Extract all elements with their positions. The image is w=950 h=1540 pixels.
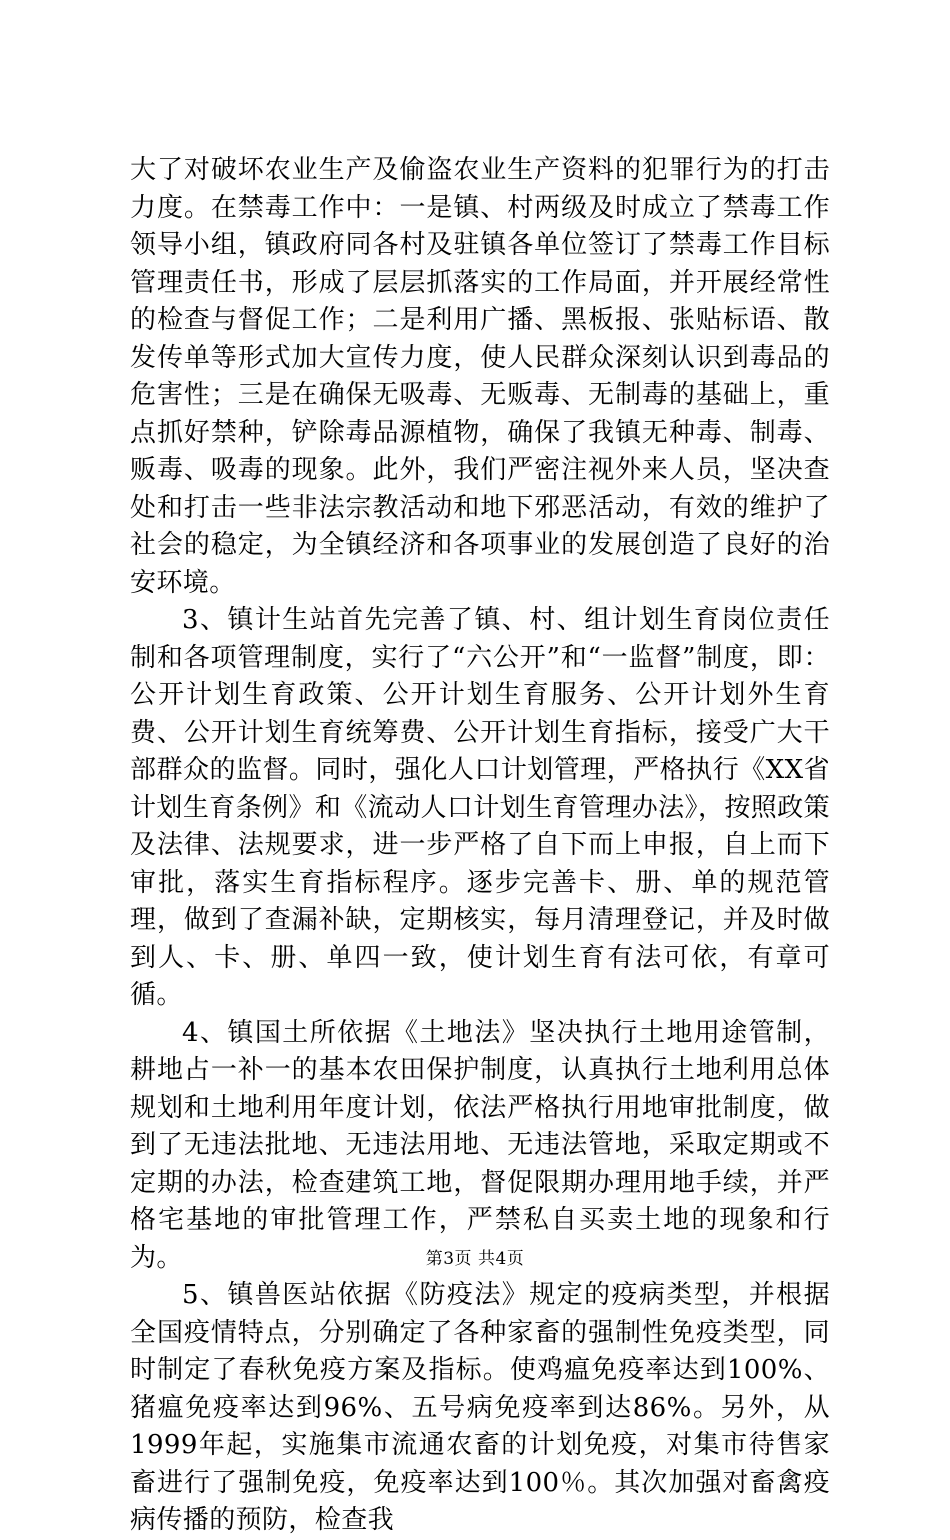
paragraph-land-management: 4、镇国土所依据《土地法》坚决执行土地用途管制，耕地占一补一的基本农田保护制度，认真执行土地利用总体规划和土地利用年度计划，依法严格执行用地审批制度，做到了无违法批地、无违法用地、无违法管地，采取定期或不定期的办法，检查建筑工地，督促限期办理用地手续，并严格宅基地的审批管理工作，严禁私自买卖土地的现象和行为。 [130, 1017, 830, 1273]
paragraph-continued: 大了对破坏农业生产及偷盗农业生产资料的犯罪行为的打击力度。在禁毒工作中：一是镇、村两级及时成立了禁毒工作领导小组，镇政府同各村及驻镇各单位签订了禁毒工作目标管理责任书，形成了层层抓落实的工作局面，并开展经常性的检查与督促工作；二是利用广播、黑板报、张贴标语、散发传单等形式加大宣传力度，使人民群众深刻认识到毒品的危害性；三是在确保无吸毒、无贩毒、无制毒的基础上，重点抓好禁种，铲除毒品源植物，确保了我镇无种毒、制毒、贩毒、吸毒的现象。此外，我们严密注视外来人员，坚决查处和打击一些非法宗教活动和地下邪恶活动，有效的维护了社会的稳定，为全镇经济和各项事业的发展创造了良好的治安环境。 [130, 155, 830, 598]
page-footer: 第3页 共4页 [425, 1249, 525, 1269]
paragraph-family-planning: 3、镇计生站首先完善了镇、村、组计划生育岗位责任制和各项管理制度，实行了“六公开”和“一监督”制度，即：公开计划生育政策、公开计划生育服务、公开计划外生育费、公开计划生育统筹费、公开计划生育指标，接受广大干部群众的监督。同时，强化人口计划管理，严格执行《XX省计划生育条例》和《流动人口计划生育管理办法》，按照政策及法律、法规要求，进一步严格了自下而上申报，自上而下审批，落实生育指标程序。逐步完善卡、册、单的规范管理，做到了查漏补缺，定期核实，每月清理登记，并及时做到人、卡、册、单四一致，使计划生育有法可依，有章可循。 [130, 605, 830, 1010]
paragraph-veterinary: 5、镇兽医站依据《防疫法》规定的疫病类型，并根据全国疫情特点，分别确定了各种家畜的强制性免疫类型，同时制定了春秋免疫方案及指标。使鸡瘟免疫率达到100%、猪瘟免疫率达到96%、五号病免疫率到达86%。另外，从1999年起，实施集市流通农畜的计划免疫，对集市待售家畜进行了强制免疫，免疫率达到100％。其次加强对畜禽疫病传播的预防，检查我 [130, 1280, 830, 1535]
document-body [130, 152, 830, 1540]
